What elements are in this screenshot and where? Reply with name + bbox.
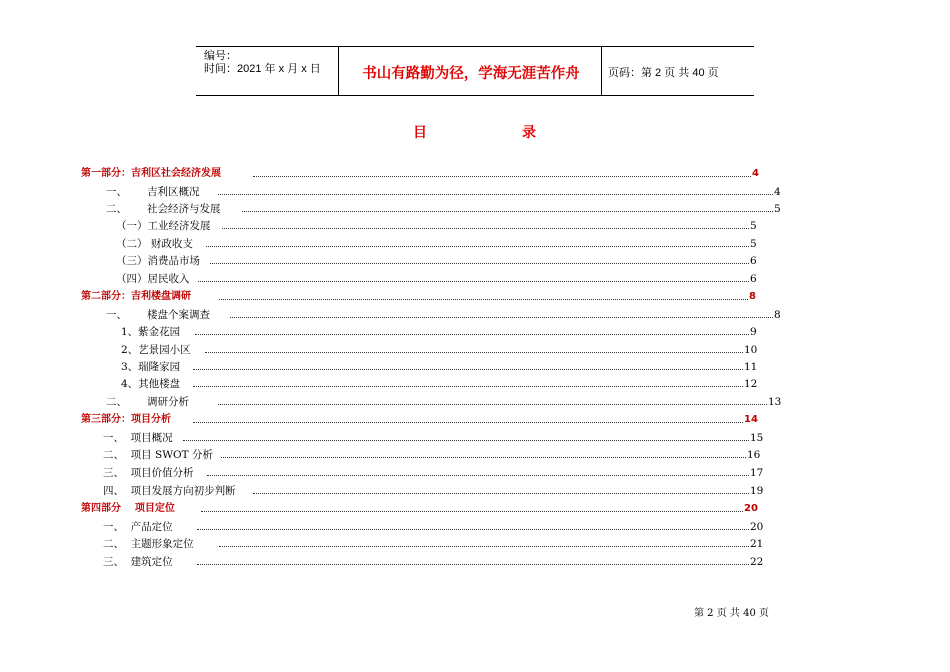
toc-page-number: 15 [750, 432, 764, 444]
toc-entry[interactable] [116, 254, 774, 268]
toc-title-char-1: 目 [413, 125, 427, 141]
header-divider-right [601, 46, 602, 96]
time-label: 时间：2021 年 x 月 x 日 [204, 63, 321, 75]
toc-dot-leader [193, 386, 743, 387]
toc-dot-leader [193, 422, 743, 423]
toc-entry[interactable] [103, 555, 774, 569]
toc-entry-label: 第二部分：吉利楼盘调研 [81, 291, 191, 302]
toc-dot-leader [198, 281, 749, 282]
toc-entry[interactable] [116, 237, 774, 251]
toc-page-number: 17 [750, 467, 764, 479]
toc-dot-leader [197, 529, 749, 530]
header-bottom-border [196, 95, 754, 96]
toc-dot-leader [193, 369, 743, 370]
toc-dot-leader [210, 263, 749, 264]
toc-entry[interactable] [103, 484, 774, 498]
toc-entry[interactable] [106, 202, 798, 216]
toc-entry-label: 3、瑞隆家园 [121, 361, 181, 373]
toc-part-entry[interactable] [81, 167, 776, 181]
toc-dot-leader [205, 352, 743, 353]
toc-entry-label: 第一部分：吉利区社会经济发展 [81, 168, 221, 179]
toc-entry-label: 三、 项目价值分析 [103, 467, 194, 479]
page-footer: 第 2 页 共 40 页 [694, 608, 769, 619]
toc-entry-label: 2、艺景园小区 [121, 344, 191, 356]
toc-page-number: 5 [750, 220, 757, 232]
toc-page-number: 10 [744, 344, 758, 356]
toc-entry-label: 一、 产品定位 [103, 521, 173, 533]
header-top-border [196, 46, 754, 47]
toc-entry[interactable] [103, 537, 774, 551]
toc-entry[interactable] [121, 325, 774, 339]
toc-entry-label: （一）工业经济发展 [116, 220, 211, 232]
toc-entry[interactable] [116, 219, 774, 233]
toc-entry-label: 四、 项目发展方向初步判断 [103, 485, 236, 497]
toc-dot-leader [207, 475, 749, 476]
toc-dot-leader [253, 176, 751, 177]
toc-dot-leader [221, 457, 746, 458]
toc-dot-leader [197, 564, 749, 565]
toc-part-entry[interactable] [81, 290, 773, 304]
toc-page-number: 21 [750, 538, 764, 550]
toc-entry[interactable] [121, 343, 768, 357]
header-meta-cell [204, 50, 321, 76]
toc-dot-leader [219, 546, 749, 547]
toc-entry[interactable] [121, 377, 768, 391]
toc-page-number: 5 [774, 203, 781, 215]
toc-page-number: 20 [750, 521, 764, 533]
toc-dot-leader [206, 246, 749, 247]
toc-entry-label: 一、 项目概况 [103, 432, 173, 444]
toc-page-number: 4 [774, 186, 781, 198]
toc-entry[interactable] [106, 185, 798, 199]
toc-page-number: 20 [744, 503, 758, 514]
toc-entry[interactable] [103, 466, 774, 480]
serial-number-label: 编号： [204, 50, 237, 62]
toc-entry[interactable] [106, 395, 792, 409]
toc-entry[interactable] [103, 448, 771, 462]
toc-page-number: 6 [750, 273, 757, 285]
toc-page-number: 13 [768, 396, 782, 408]
toc-entry-label: （三）消费品市场 [116, 255, 200, 267]
toc-entry[interactable] [121, 360, 768, 374]
toc-dot-leader [242, 211, 773, 212]
toc-entry-label: （四）居民收入 [116, 273, 190, 285]
toc-entry-label: 三、 建筑定位 [103, 556, 173, 568]
toc-entry-label: 4、其他楼盘 [121, 378, 181, 390]
toc-entry-label: 二、 调研分析 [106, 396, 190, 408]
toc-page-number: 19 [750, 485, 764, 497]
toc-page-number: 14 [744, 414, 758, 425]
toc-page-number: 6 [750, 255, 757, 267]
toc-entry-label: 一、 楼盘个案调查 [106, 309, 211, 321]
toc-dot-leader [219, 299, 748, 300]
toc-part-entry[interactable] [81, 502, 768, 516]
toc-dot-leader [183, 440, 749, 441]
motto-text: 书山有路勤为径，学海无涯苦作舟 [362, 66, 580, 82]
toc-entry[interactable] [106, 308, 798, 322]
toc-entry[interactable] [103, 520, 774, 534]
toc-page-number: 9 [750, 326, 757, 338]
toc-dot-leader [218, 404, 767, 405]
toc-dot-leader [253, 493, 749, 494]
toc-title-char-2: 录 [522, 125, 536, 141]
toc-dot-leader [218, 194, 773, 195]
toc-dot-leader [201, 511, 743, 512]
toc-entry-label: 第三部分：项目分析 [81, 414, 171, 425]
toc-entry[interactable] [116, 272, 774, 286]
toc-entry-label: 一、 吉利区概况 [106, 186, 200, 198]
toc-page-number: 22 [750, 556, 764, 568]
header-divider-left [338, 46, 339, 96]
toc-dot-leader [222, 228, 749, 229]
toc-page-number: 11 [744, 361, 758, 373]
toc-page-number: 4 [752, 168, 759, 179]
toc-page-number: 16 [747, 449, 761, 461]
toc-page-number: 5 [750, 238, 757, 250]
page-header-table [196, 46, 754, 96]
toc-entry-label: 1、紫金花园 [121, 326, 181, 338]
toc-page-number: 8 [749, 291, 756, 302]
page-number-label: 页码：第 2 页 共 40 页 [608, 67, 719, 79]
toc-entry-label: 二、 项目 SWOT 分析 [103, 449, 213, 461]
toc-page-number: 12 [744, 378, 758, 390]
toc-title [0, 122, 950, 142]
toc-dot-leader [230, 317, 773, 318]
toc-page-number: 8 [774, 309, 781, 321]
toc-entry-label: 二、 社会经济与发展 [106, 203, 221, 215]
toc-entry-label: 二、 主题形象定位 [103, 538, 194, 550]
toc-dot-leader [195, 334, 749, 335]
toc-entry-label: （二） 财政收支 [116, 238, 193, 250]
toc-part-entry[interactable] [81, 413, 768, 427]
toc-entry-label: 第四部分 项目定位 [81, 503, 175, 514]
toc-entry[interactable] [103, 431, 774, 445]
